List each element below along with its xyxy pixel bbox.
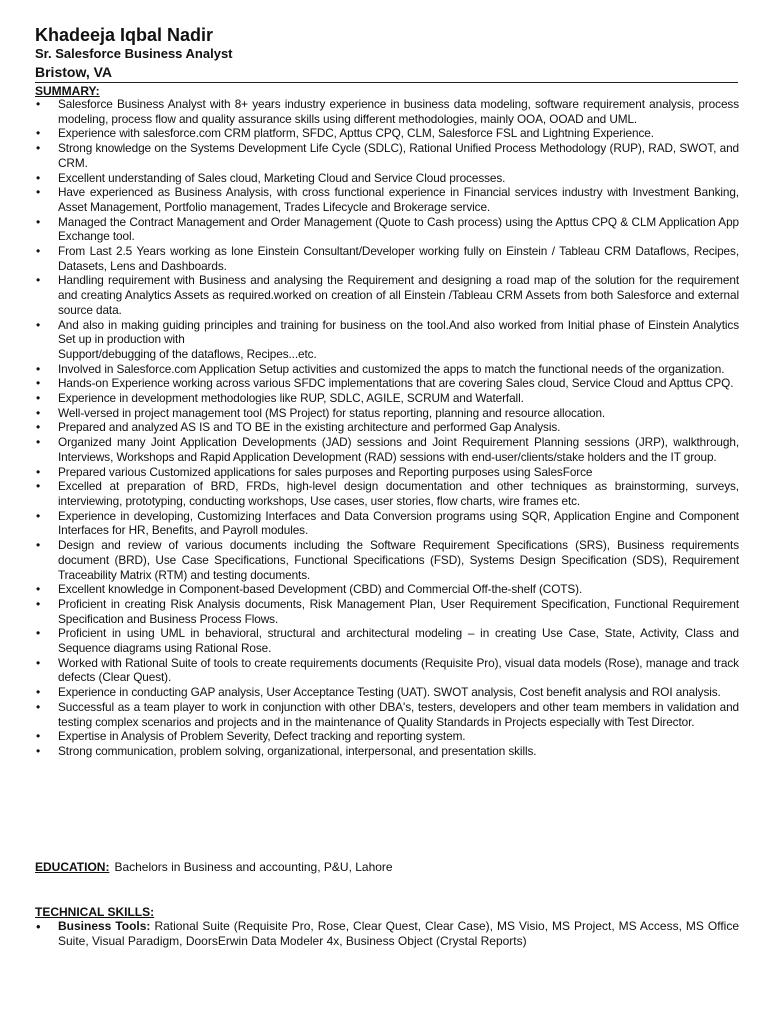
summary-item: • Organized many Joint Application Developments (JAD) sessions and Joint Requirement Planning sessions (JRP), walkthrough, Interviews, Workshops and Rapid Application Development (RAD) sessions with end-user/clients/stake holders and the IT group. [35,435,739,464]
summary-item: • Worked with Rational Suite of tools to create requirements documents (Requisite Pro), visual data models (Rose), manage and track defects (Clear Quest). [35,656,739,685]
summary-item: • Proficient in creating Risk Analysis documents, Risk Management Plan, User Requirement Specification, Functional Requirement Specification and Business Process Flows. [35,597,739,626]
summary-item: • Prepared various Customized applications for sales purposes and Reporting purposes using SalesForce [35,465,739,480]
summary-item: • Salesforce Business Analyst with 8+ years industry experience in business data modeling, software requirement analysis, process modeling, process flow and quality assurance skills using different methodologies, mainly OOA, OOAD and UML. [35,97,739,126]
summary-item: • Proficient in using UML in behavioral, structural and architectural modeling – in creating Use Case, State, Activity, Class and Sequence diagrams using Rational Rose. [35,626,739,655]
summary-item: • Strong knowledge on the Systems Development Life Cycle (SDLC), Rational Unified Process Methodology (RUP), RAD, SWOT, and CRM. [35,141,739,170]
summary-item: • Experience in developing, Customizing Interfaces and Data Conversion programs using SQR, Application Engine and Component Interfaces for HR, Benefits, and Payroll modules. [35,509,739,538]
summary-item: • Excelled at preparation of BRD, FRDs, high-level design documentation and other techniques as brainstorming, surveys, interviewing, prototyping, conducting workshops, Use cases, user stories, flow charts, wire frames etc. [35,479,739,508]
summary-item: • Involved in Salesforce.com Application Setup activities and customized the apps to match the functional needs of the organization. [35,362,739,377]
summary-list [35,97,739,759]
technical-skills-heading: TECHNICAL SKILLS: [35,905,155,919]
summary-item: • From Last 2.5 Years working as lone Einstein Consultant/Developer working fully on Einstein / Tableau CRM Dataflows, Recipes, Datasets, Lens and Dashboards. [35,244,739,273]
summary-item: • Experience in development methodologies like RUP, SDLC, AGILE, SCRUM and Waterfall. [35,391,739,406]
summary-item: • Managed the Contract Management and Order Management (Quote to Cash process) using the Apttus CPQ & CLM Application App Exchange tool. [35,215,739,244]
summary-item: • Hands-on Experience working across various SFDC implementations that are covering Sales cloud, Service Cloud and Apttus CPQ. [35,376,739,391]
education-section [35,860,739,875]
summary-item: • Have experienced as Business Analysis, with cross functional experience in Financial services industry with Investment Banking, Asset Management, Portfolio management, Trades Lifecycle and Brokerage service. [35,185,739,214]
summary-item: • Experience in conducting GAP analysis, User Acceptance Testing (UAT). SWOT analysis, Cost benefit analysis and ROI analysis. [35,685,739,700]
technical-skill-value: Rational Suite (Requisite Pro, Rose, Clear Quest, Clear Case), MS Visio, MS Project, MS Access, MS Office Suite, Visual Paradigm, DoorsErwin Data Modeler 4x, Business Object (Crystal Reports) [58,919,739,948]
education-value: Bachelors in Business and accounting, P&U, Lahore [114,860,393,874]
summary-heading: SUMMARY: [35,84,100,98]
technical-skills-list [35,919,739,949]
header-divider [35,82,738,83]
location: Bristow, VA [35,64,113,80]
summary-item: • And also in making guiding principles and training for business on the tool.And also worked from Initial phase of Einstein Analytics Set up in production with Support/debugging of the dataflows, Recipes...etc. [35,318,739,362]
candidate-name: Khadeeja Iqbal Nadir [35,25,214,45]
summary-item: • Expertise in Analysis of Problem Severity, Defect tracking and reporting system. [35,729,739,744]
summary-item: • Excellent understanding of Sales cloud, Marketing Cloud and Service Cloud processes. [35,171,739,186]
summary-item: • Handling requirement with Business and analysing the Requirement and designing a road map of the solution for the requirement and creating Analytics Assets as required.worked on creation of all Einstein /Tableau CRM Assets from both Salesforce and external source data. [35,273,739,317]
summary-item: • Prepared and analyzed AS IS and TO BE in the existing architecture and performed Gap Analysis. [35,420,739,435]
job-title: Sr. Salesforce Business Analyst [35,46,233,61]
summary-item: • Well-versed in project management tool (MS Project) for status reporting, planning and resource allocation. [35,406,739,421]
summary-item: • Excellent knowledge in Component-based Development (CBD) and Commercial Off-the-shelf (COTS). [35,582,739,597]
education-heading: EDUCATION: [35,860,110,874]
technical-skill-item [35,919,739,949]
technical-skill-label: Business Tools: [58,919,151,933]
summary-item: • Strong communication, problem solving, organizational, interpersonal, and presentation skills. [35,744,739,759]
summary-item: • Experience with salesforce.com CRM platform, SFDC, Apttus CPQ, CLM, Salesforce FSL and Lightning Experience. [35,126,739,141]
summary-item: • Design and review of various documents including the Software Requirement Specifications (SRS), Business requirements document (BRD), Use Case Specifications, Functional Specifications (FSD), Systems Design Specification (SDS), Requirement Traceability Matrix (RTM) and testing documents. [35,538,739,582]
summary-item: • Successful as a team player to work in conjunction with other DBA's, testers, developers and other team members in validation and testing complex scenarios and projects and in the maintenance of Quality Standards in Projects especially with Test Director. [35,700,739,729]
